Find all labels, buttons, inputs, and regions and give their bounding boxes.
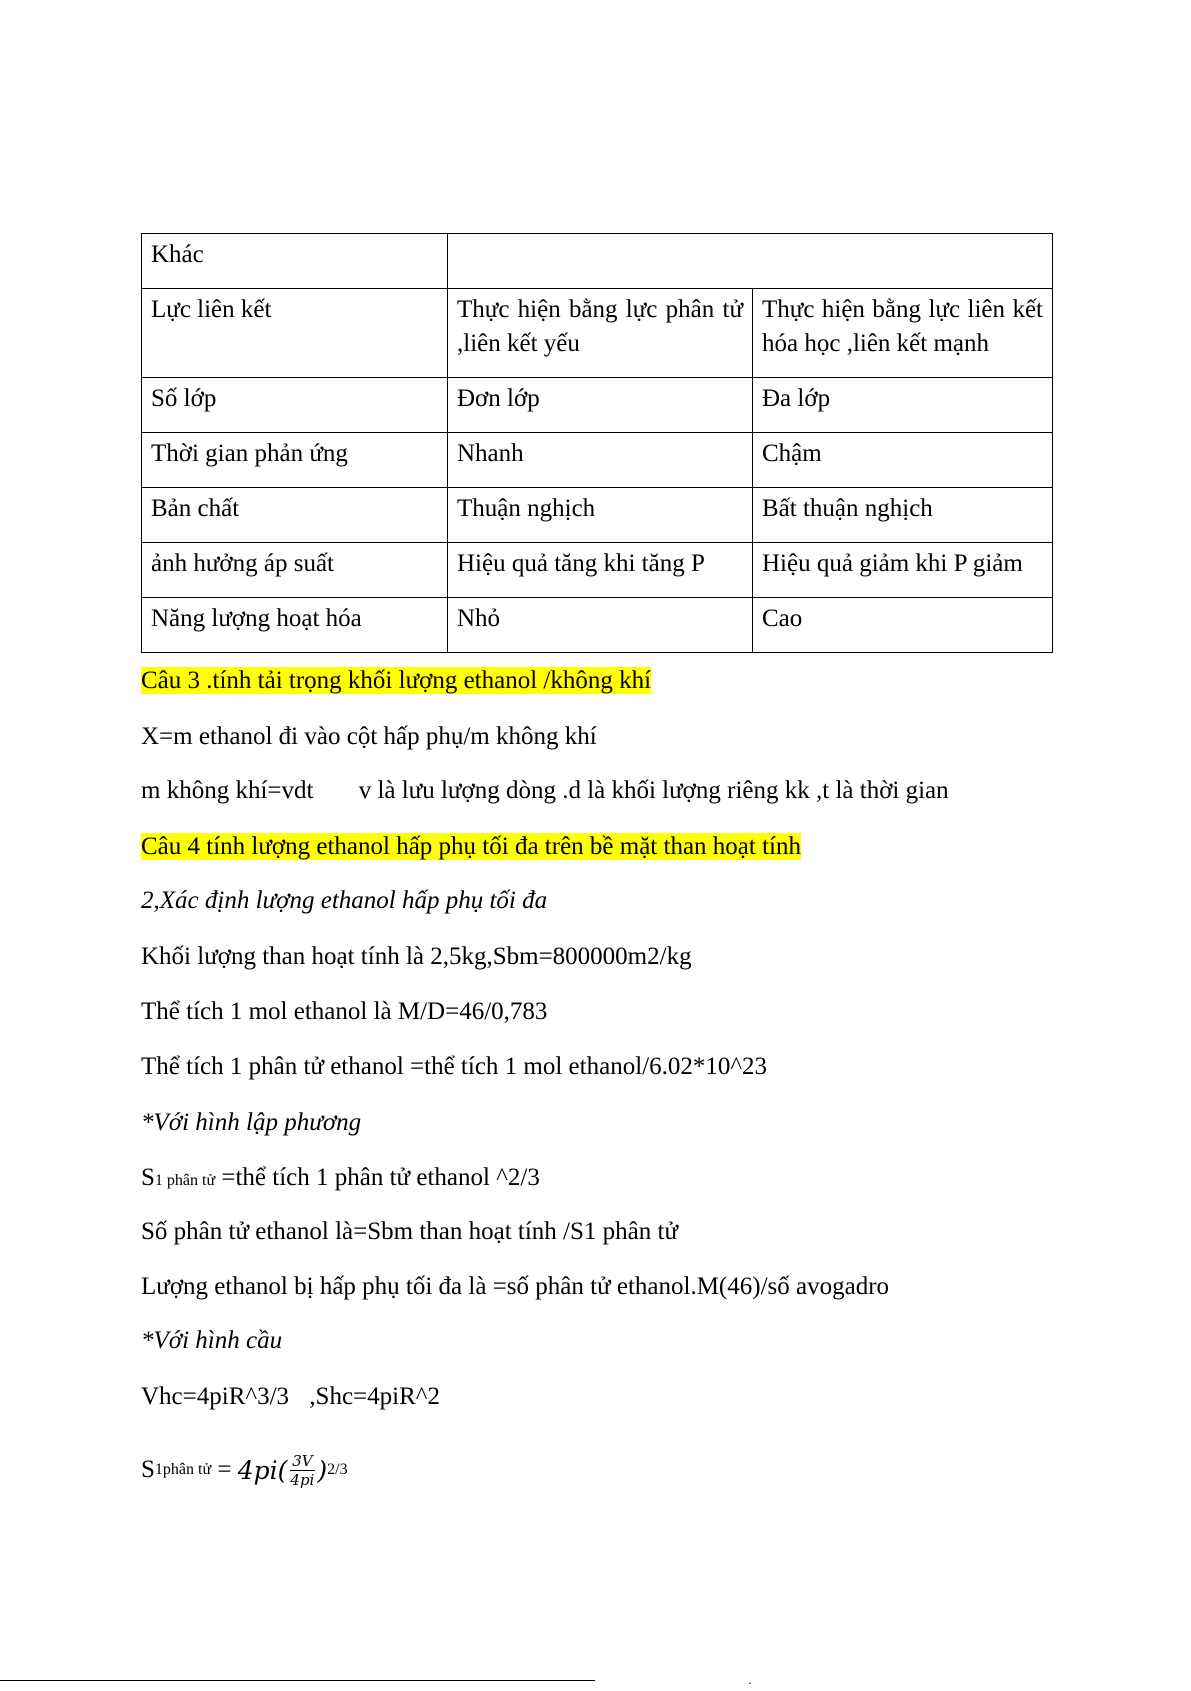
- area-formula: [141, 1440, 348, 1500]
- question-3-heading: [141, 665, 651, 697]
- table-row: [142, 598, 1053, 653]
- table-cell: Đa lớp: [753, 378, 1053, 433]
- cube-subheading: *Với hình lập phương: [141, 1109, 362, 1136]
- highlighted-text: Câu 4 tính lượng ethanol hấp phụ tối đa trên bề mặt than hoạt tính: [141, 833, 801, 860]
- formula-subscript: 1phân tử: [154, 1461, 212, 1478]
- section-subheading: 2,Xác định lượng ethanol hấp phụ tối đa: [141, 887, 548, 914]
- table-cell: Đơn lớp: [448, 378, 753, 433]
- table-cell: Lực liên kết: [142, 289, 448, 378]
- table-cell: Bất thuận nghịch: [753, 488, 1053, 543]
- table-cell-empty: [448, 234, 1053, 289]
- table-cell: Thực hiện bằng lực liên kết hóa học ,liên kết mạnh: [753, 289, 1053, 378]
- table-row: [142, 433, 1053, 488]
- fraction-denominator: 4pi: [290, 1470, 315, 1489]
- formula-coefficient: 4pi(: [237, 1455, 288, 1485]
- table-cell: Thời gian phản ứng: [142, 433, 448, 488]
- text-span: v là lưu lượng dòng .d là khối lượng riêng kk ,t là thời gian: [358, 777, 949, 804]
- table-cell: Cao: [753, 598, 1053, 653]
- text-span: =thể tích 1 phân tử ethanol ^2/3: [215, 1164, 540, 1191]
- paragraph: X=m ethanol đi vào cột hấp phụ/m không khí: [141, 723, 597, 750]
- table-row: [142, 488, 1053, 543]
- formula-fraction: [288, 1452, 316, 1489]
- table-row: [142, 378, 1053, 433]
- formula-exponent: 2/3: [327, 1461, 348, 1478]
- table-cell: Chậm: [753, 433, 1053, 488]
- table-cell: Hiệu quả giảm khi P giảm: [753, 543, 1053, 598]
- text-span: Vhc=4piR^3/3: [141, 1383, 290, 1410]
- table-row: [142, 543, 1053, 598]
- table-cell: ảnh hưởng áp suất: [142, 543, 448, 598]
- table-cell: Hiệu quả tăng khi tăng P: [448, 543, 753, 598]
- formula-symbol: S: [141, 1456, 155, 1483]
- paragraph: [141, 775, 949, 807]
- text-span: m không khí=vdt: [141, 777, 314, 804]
- paragraph: Lượng ethanol bị hấp phụ tối đa là =số phân tử ethanol.M(46)/số avogadro: [141, 1273, 890, 1300]
- table-cell: Khác: [142, 234, 448, 289]
- highlighted-text: Câu 3 .tính tải trọng khối lượng ethanol /không khí: [141, 667, 652, 694]
- paragraph: [141, 1381, 440, 1413]
- footnote-divider: [0, 1680, 595, 1681]
- table-cell: Thực hiện bằng lực phân tử ,liên kết yếu: [448, 289, 753, 378]
- paragraph: Thể tích 1 phân tử ethanol =thể tích 1 mol ethanol/6.02*10^23: [141, 1053, 768, 1080]
- fraction-numerator: 3V: [292, 1451, 313, 1470]
- text-span: ,Shc=4piR^2: [309, 1383, 440, 1410]
- formula-equals: =: [211, 1456, 238, 1483]
- comparison-table: [141, 233, 1053, 653]
- paragraph: Thể tích 1 mol ethanol là M/D=46/0,783: [141, 998, 548, 1025]
- page-mark: ·: [748, 1676, 752, 1690]
- paragraph: Số phân tử ethanol là=Sbm than hoạt tính /S1 phân tử: [141, 1218, 678, 1245]
- table-cell: Số lớp: [142, 378, 448, 433]
- text-span: S: [141, 1164, 155, 1191]
- paragraph: Khối lượng than hoạt tính là 2,5kg,Sbm=800000m2/kg: [141, 943, 692, 970]
- subscript: 1 phân tử: [154, 1172, 216, 1189]
- question-4-heading: [141, 831, 801, 863]
- table-cell: Bản chất: [142, 488, 448, 543]
- sphere-subheading: *Với hình cầu: [141, 1327, 283, 1354]
- paragraph: [141, 1162, 540, 1197]
- table-cell: Thuận nghịch: [448, 488, 753, 543]
- table-cell: Nhỏ: [448, 598, 753, 653]
- table-row: [142, 234, 1053, 289]
- table-cell: Năng lượng hoạt hóa: [142, 598, 448, 653]
- table-cell: Nhanh: [448, 433, 753, 488]
- table-row: [142, 289, 1053, 378]
- formula-close-paren: ): [317, 1455, 328, 1485]
